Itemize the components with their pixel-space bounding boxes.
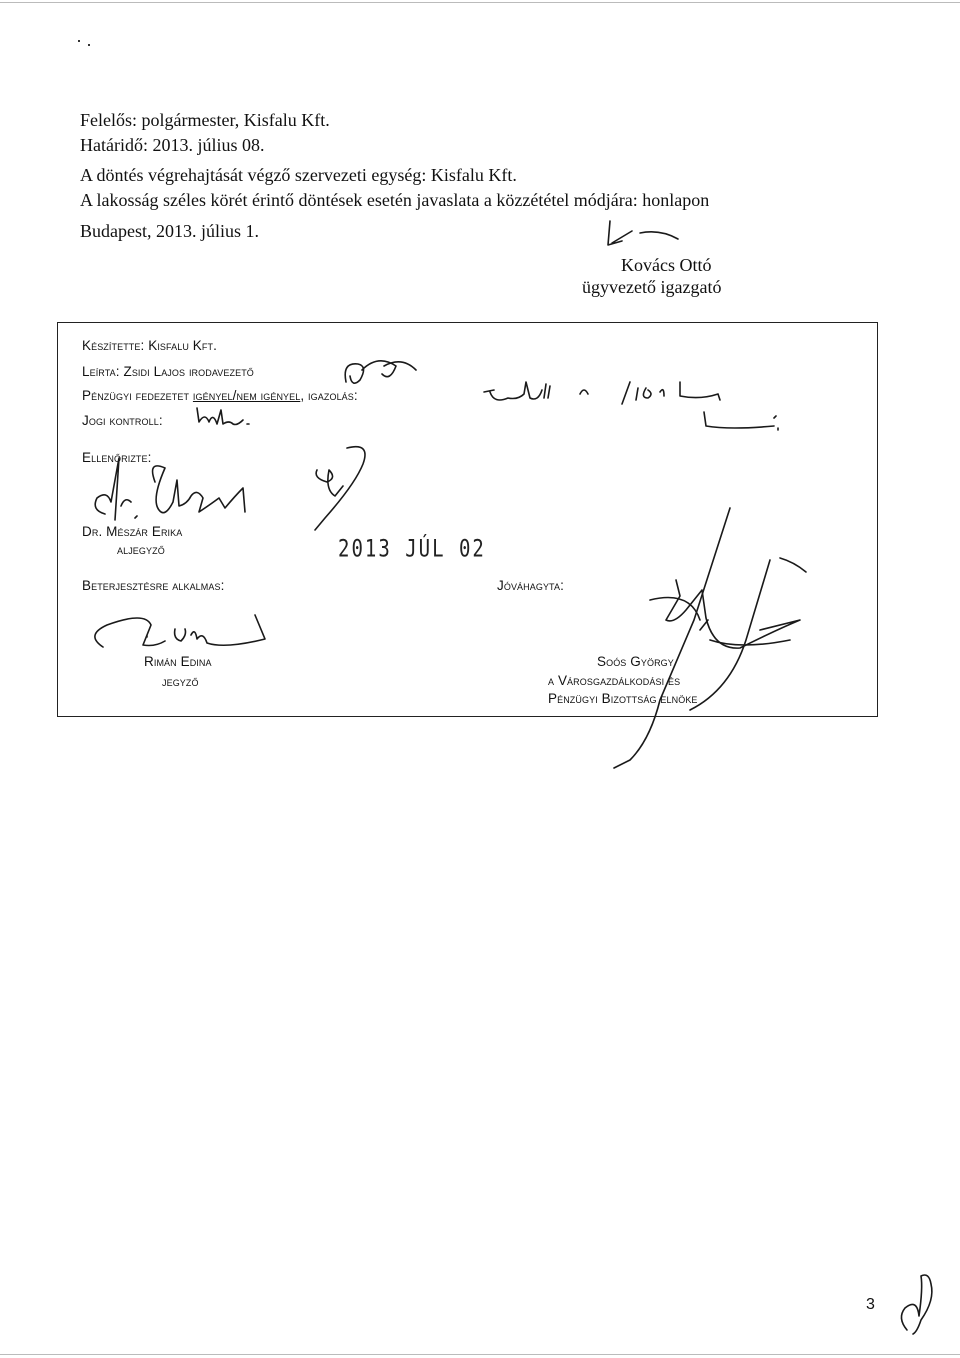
approver-title-1: a Városgazdálkodási és: [548, 673, 681, 688]
signer-name: Kovács Ottó: [621, 255, 712, 275]
signature-soos: [590, 500, 810, 790]
prepared-by: Készítette: Kisfalu Kft.: [82, 338, 217, 353]
written-by: Leírta: Zsidi Lajos irodavezető: [82, 364, 254, 379]
stamp-date: 2013 JÚL 02: [338, 535, 486, 563]
submit-label: Beterjesztésre alkalmas:: [82, 578, 225, 593]
scan-edge-bottom: [0, 1354, 960, 1355]
financing-prefix: Pénzügyi fedezetet: [82, 388, 193, 403]
responsible-line: Felelős: polgármester, Kisfalu Kft.: [80, 110, 330, 130]
financing-line: [82, 388, 358, 403]
submit-name: Rimán Edina: [144, 654, 212, 669]
scan-speck: [88, 44, 90, 46]
submit-title: jegyző: [162, 674, 199, 689]
approver-name: Soós György: [597, 654, 674, 669]
handwritten-mark: [700, 404, 790, 434]
approver-title-2: Pénzügyi Bizottság elnöke: [548, 691, 698, 706]
approved-label: Jóváhagyta:: [497, 578, 564, 593]
page-number: 3: [866, 1296, 875, 1313]
legal-check: Jogi kontroll:: [82, 413, 163, 428]
page-initials: [895, 1268, 945, 1348]
checker-name: Dr. Mészár Erika: [82, 524, 183, 539]
signer-title: ügyvezető igazgató: [582, 277, 722, 297]
deadline-line: Határidő: 2013. július 08.: [80, 135, 265, 155]
financing-choice: igényel/nem igényel: [192, 388, 301, 403]
publication-line: A lakosság széles körét érintő döntések esetén javaslata a közzététel módjára: honlapon: [80, 190, 710, 210]
scan-speck: [78, 40, 80, 42]
executor-line: A döntés végrehajtását végző szervezeti egység: Kisfalu Kft.: [80, 165, 517, 185]
place-date: Budapest, 2013. július 1.: [80, 221, 259, 241]
signature-legal: [195, 404, 255, 434]
checker-title: aljegyző: [117, 542, 165, 557]
checked-by: Ellenőrizte:: [82, 450, 152, 465]
scan-edge-top: [0, 2, 960, 3]
financing-suffix: , igazolás:: [300, 388, 358, 403]
